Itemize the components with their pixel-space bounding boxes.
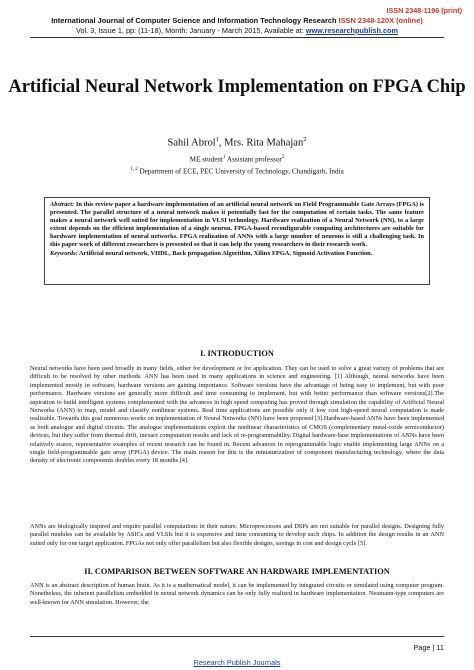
page-number: Page | 11 [413,643,444,652]
author-2: Mrs. Rita Mahajan [224,137,304,149]
volume-line [0,26,474,35]
role-1: ME student [189,155,224,164]
issn-print: ISSN 2348-1196 (print) [386,6,462,15]
author-1: Sahil Abrol [167,137,216,149]
author-separator: , [218,137,225,149]
journal-url-link[interactable]: www.researchpublish.com [305,26,398,35]
author-roles [0,155,474,163]
paper-title: Artificial Neural Network Implementation on FPGA Chip [8,77,466,97]
section-heading-introduction: I. INTRODUCTION [200,349,274,358]
authors [0,136,474,149]
header-divider [30,37,444,38]
keywords-text: Artificial neural network, VHDL, Back propagation Algorithm, Xilinx FPGA, Sigmoid Activation Function. [77,249,373,257]
comparison-paragraph-1: ANN is an abstract description of human brain. As it is a mathematical model, it can be implemented by integrated circuits or simulated using computer program. Nonetheless, the inherent parallelism embedded in neural network dynamics can be only fully realized in hardware implementation. Neumann-type computers are well-known for ANN simulation. However, the [30,582,444,606]
journal-name: International Journal of Computer Science and Information Technology Research [51,16,337,25]
affiliation-text: Department of ECE, PEC University of Technology, Chandigarh, India [137,167,344,176]
abstract-box [44,197,430,285]
volume-info: Vol. 3, Issue 1, pp: (11-18), Month: January - March 2015, Available at: [76,26,304,35]
abstract-label: Abstract: [50,201,75,208]
role-2: Assistant professor [225,155,282,164]
role-2-sup: 2 [281,155,285,160]
abstract-text: In this review paper a hardware implementation of an artificial neural network on Field Programmable Gate Arrays (FPGA) is presented. The parallel structure of a neural network makes it potentially fast for the computation of certain tasks. The same feature makes a neural network well suited for implementation in VLSI technology. Hardware realization of a Neural Network (NN), to a large extent depends on the efficient implementation of a single neuron. FPGA-based reconfigurable computing architectures are suitable for hardware implementation of neural networks. FPGA realization of ANNs with a large number of neurons is still a challenging task. In this paper work of different researchers is presented so that it can help the young researchers in their research work. [50,201,424,249]
intro-paragraph-2: ANNs are biologically inspired and require parallel computations in their nature. Microprocessors and DSPs are not suitable for parallel designs. Designing fully parallel modules can be available by ASICs and VLSIs but it is expensive and time consuming to develop such chips. In addition the design results in an ANN suited only for one target application. FPGAs not only offer parallelism but also flexible designs, savings in cost and design cycle [5]. [30,523,444,547]
author-2-sup: 2 [303,136,307,143]
footer-journal-link[interactable]: Research Publish Journals [193,658,281,667]
role-1-sup: 1 [223,155,226,160]
keywords-label: Keywords: [50,249,78,257]
issn-online: ISSN 2348-120X (online) [338,16,423,25]
section-heading-comparison: II. COMPARISON BETWEEN SOFTWARE AN HARDWARE IMPLEMENTATION [84,567,390,576]
journal-header [0,16,474,25]
affiliation [0,167,474,175]
affiliation-sup: 1, 2 [130,167,138,172]
author-1-sup: 1 [215,136,219,143]
intro-paragraph-1: Neural networks have been used broadly in many fields, either for development or for application. They can be used to solve a great variety of problems that are difficult to be resolved by other methods. ANN has been used in many applications in science and engineering. [1] Although, neural networks have been implemented mostly in software, hardware versions are gaining importance. Software versions have the advantage of being easy to implement, but with poor performance. Hardware versions are generally more difficult and time consuming to implement, but with better performance than software versions[2].The aspiration to build intelligent systems complemented with the advances in high speed computing has proved through simulation the capability of Artificial Neural Networks (ANN) to map, model and classify nonlinear systems. Real time applications are possible only if low cost high-speed neural computation is made realizable. Towards this goal numerous works on implementation of Neural Networks (NN) have been proposed [3].Hardware-based ANNs have been implemented as both analogue and digital circuits. The analogue implementations exploit the nonlinear characteristics of CMOS (complementary metal-oxide semiconductor) devices, but they suffer from thermal drift, inexact computation results and lack of re-programmability. Digital hardware-base implementations of ANNs have been relatively scarce, representative examples of recent research can be found in. Recent advances in reprogrammable logic enable implementing large ANNs on a single field-programmable gate array (FPGA) device. The main reason for this is the miniaturization of component manufacturing technology, where the data density of electronic components doubles every 18 months [4]. [30,365,444,465]
footer-divider [30,636,444,637]
